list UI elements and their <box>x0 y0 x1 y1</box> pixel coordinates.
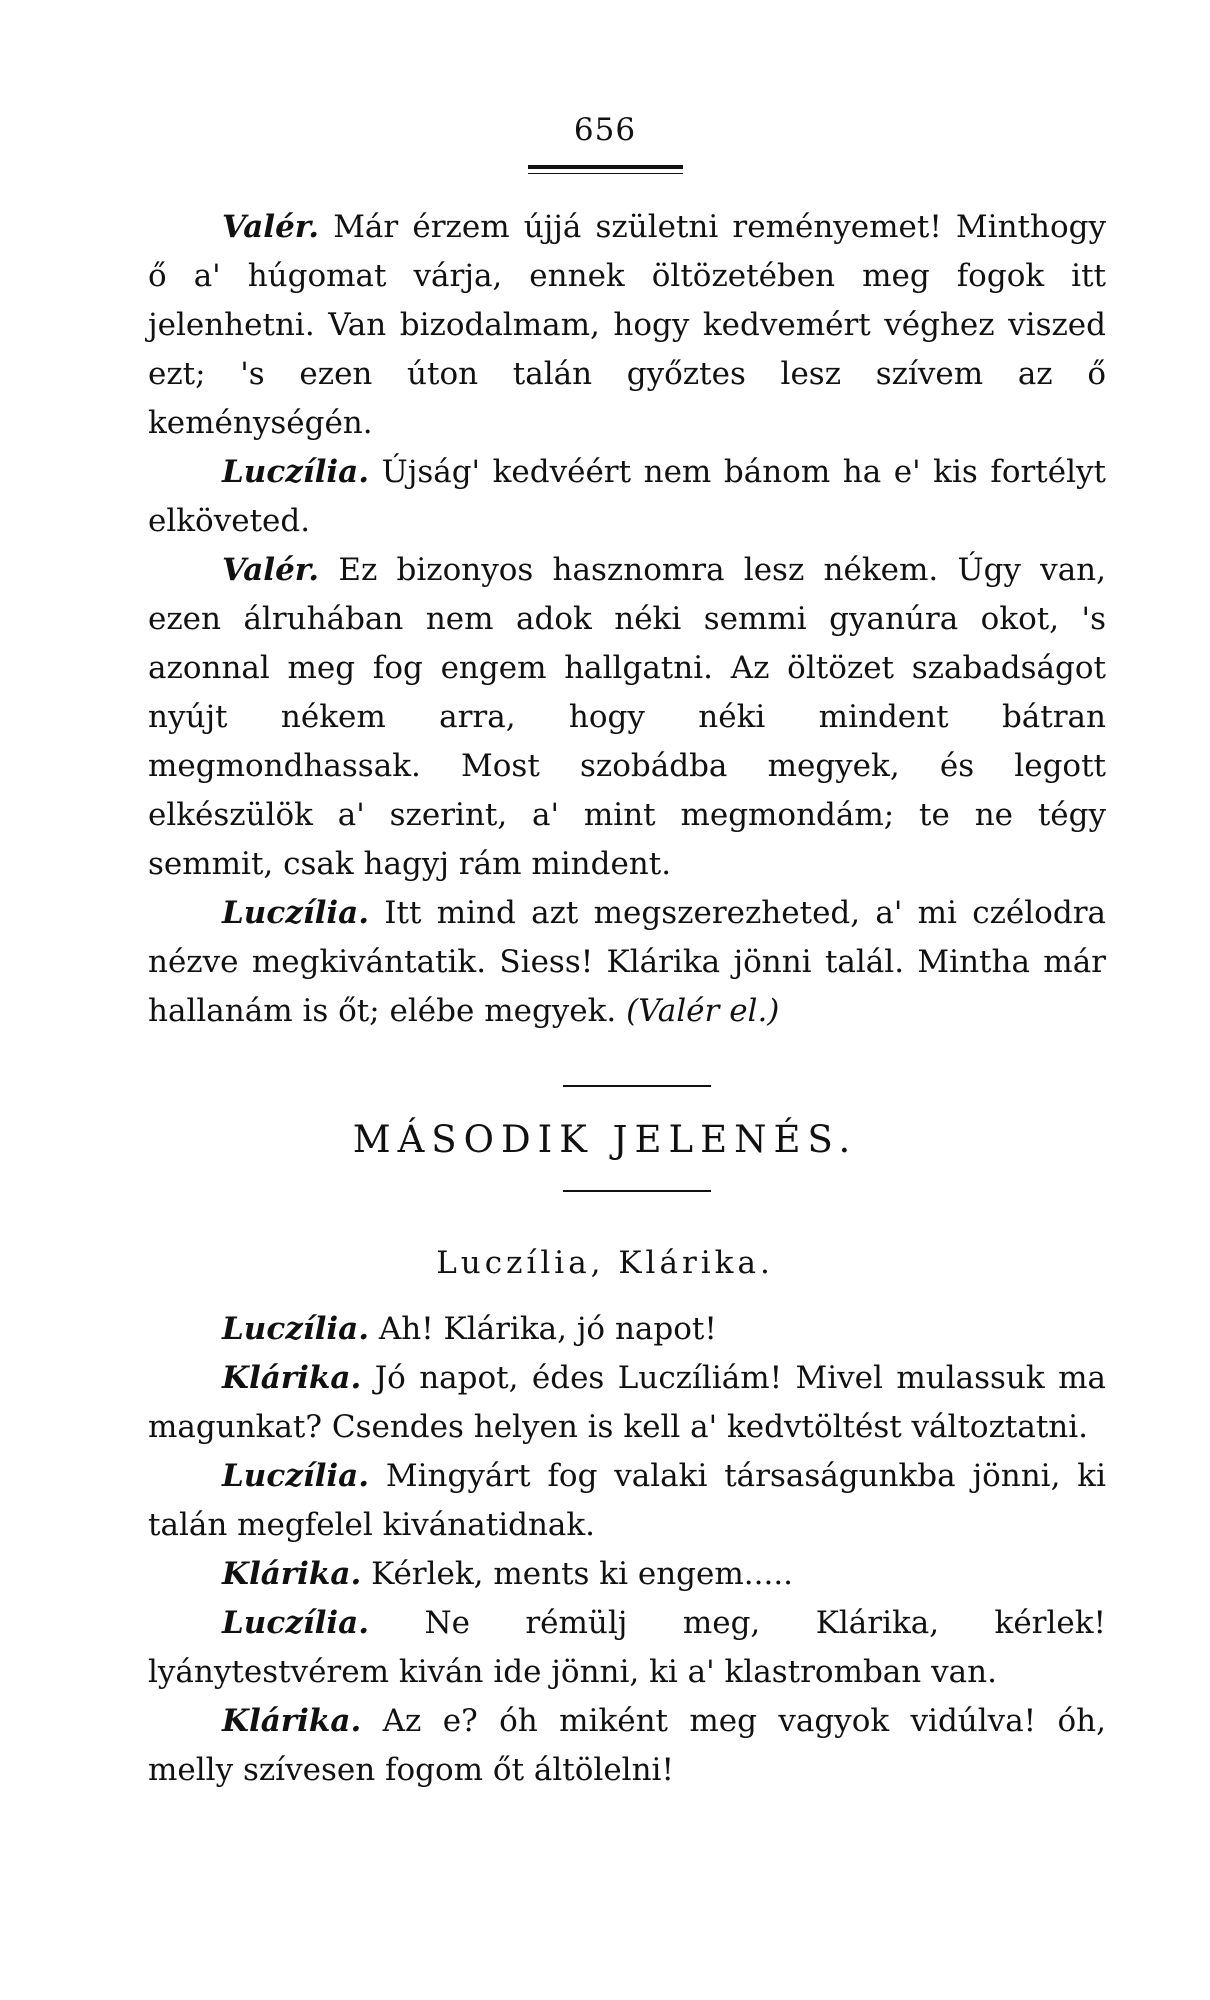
scene-divider-top <box>563 1085 711 1087</box>
header-rule <box>528 165 683 169</box>
speaker-name: Valér. <box>222 209 320 245</box>
scene-title: MÁSODIK JELENÉS. <box>352 1118 858 1161</box>
scene-persons: Luczília, Klárika. <box>436 1245 774 1281</box>
speaker-name: Klárika. <box>222 1360 362 1396</box>
dialogue-paragraph <box>148 203 1106 448</box>
speaker-name: Luczília. <box>222 1458 370 1494</box>
page-number: 656 <box>573 112 637 148</box>
speaker-name: Luczília. <box>222 1605 370 1641</box>
dialogue-paragraph <box>148 1452 1106 1550</box>
dialogue-block-1 <box>148 203 1106 1036</box>
speaker-name: Valér. <box>222 552 320 588</box>
speaker-name: Klárika. <box>222 1703 362 1739</box>
dialogue-paragraph <box>148 1550 1106 1599</box>
speech-text: Kérlek, ments ki engem..... <box>361 1556 794 1592</box>
stage-direction: (Valér el.) <box>626 993 780 1029</box>
speaker-name: Klárika. <box>222 1556 362 1592</box>
speech-text: Ez bizonyos hasznomra lesz nékem. Úgy van, ezen álruhában nem adok néki semmi gyanúra okot, 's azonnal meg fog engem hallgatni. Az öltözet szabadságot nyújt nékem arra, hogy néki mindent bátran megmondhassak. Most szobádba megyek, és legott elkészülök a' szerint, a' mint megmondám; te ne tégy semmit, csak hagyj rám mindent. <box>148 552 1106 882</box>
dialogue-paragraph <box>148 1599 1106 1697</box>
speech-text: Itt mind azt megszerezheted, a' mi czélodra nézve megkivántatik. Siess! Klárika jönni talál. Mintha már hallanám is őt; elébe megyek. <box>148 895 1106 1029</box>
scene-divider-bottom <box>563 1190 711 1192</box>
dialogue-paragraph <box>148 448 1106 546</box>
speaker-name: Luczília. <box>222 895 370 931</box>
dialogue-block-2 <box>148 1305 1106 1795</box>
speech-text: Az e? óh miként meg vagyok vidúlva! óh, melly szívesen fogom őt áltölelni! <box>148 1703 1106 1788</box>
speech-text: Már érzem újjá születni reményemet! Minthogy ő a' húgomat várja, ennek öltözetében meg fogok itt jelenhetni. Van bizodalmam, hogy kedvemért véghez viszed ezt; 's ezen úton talán győztes lesz szívem az ő keménységén. <box>148 209 1106 441</box>
speech-text: Mingyárt fog valaki társaságunkba jönni, ki talán megfelel kivánatidnak. <box>148 1458 1106 1543</box>
speech-text: Újság' kedvéért nem bánom ha e' kis fortélyt elköveted. <box>148 454 1106 539</box>
speech-text: Ne rémülj meg, Klárika, kérlek! lyánytestvérem kiván ide jönni, ki a' klastromban van. <box>148 1605 1106 1690</box>
speech-text: Jó napot, édes Luczíliám! Mivel mulassuk ma magunkat? Csendes helyen is kell a' kedvtöltést változtatni. <box>148 1360 1106 1445</box>
speech-text: Ah! Klárika, jó napot! <box>369 1311 717 1347</box>
speaker-name: Luczília. <box>222 454 370 490</box>
dialogue-paragraph <box>148 1354 1106 1452</box>
dialogue-paragraph <box>148 1697 1106 1795</box>
dialogue-paragraph <box>148 889 1106 1036</box>
header-rule-thin <box>528 173 683 174</box>
dialogue-paragraph <box>148 546 1106 889</box>
dialogue-paragraph <box>148 1305 1106 1354</box>
speaker-name: Luczília. <box>222 1311 370 1347</box>
